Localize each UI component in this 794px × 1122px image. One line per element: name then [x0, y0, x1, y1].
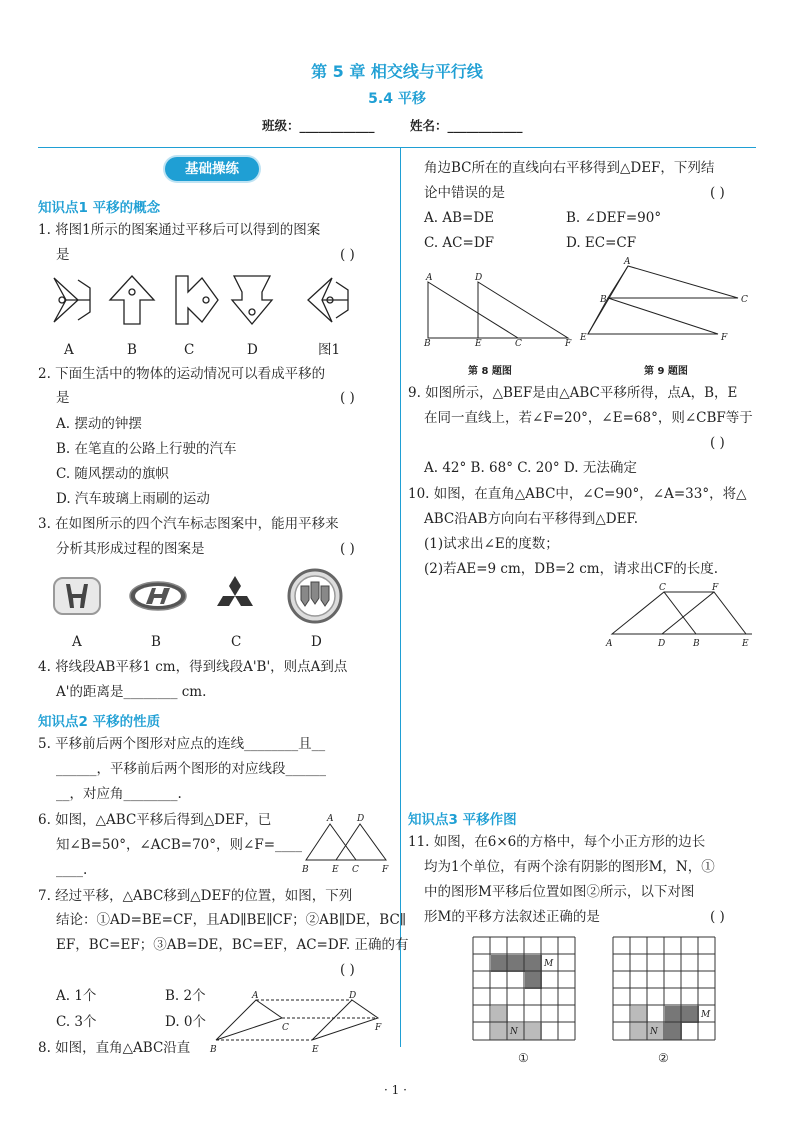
honda-logo-icon [52, 576, 102, 616]
q10-pt-d: D [658, 639, 666, 649]
q8-line1: 8. 如图，直角△ABC沿直 [38, 1040, 191, 1056]
section-title: 5.4 平移 [368, 91, 426, 107]
q8-right-triangle-figure [424, 272, 574, 348]
q9-options: A. 42° B. 68° C. 20° D. 无法确定 [424, 460, 637, 476]
q6-pt-b: B [302, 865, 309, 875]
class-field: 班级：____________ [262, 118, 375, 133]
q9-pt-f: F [721, 333, 728, 343]
q10-line2: ABC沿AB方向向右平移得到△DEF. [424, 511, 639, 527]
q9-line2: 在同一直线上，若∠F=20°，∠E=68°，则∠CBF等于 [424, 410, 753, 426]
q7-translation-figure [210, 990, 390, 1056]
q6-triangle-figure [300, 812, 394, 876]
q9-pt-b: B [600, 295, 607, 305]
q10-pt-a: A [606, 639, 613, 649]
q11-line3: 中的图形M平移后位置如图②所示，以下对图 [424, 884, 695, 900]
q8-line2: 角边BC所在的直线向右平移得到△DEF，下列结 [424, 160, 715, 176]
q1-line1: 1. 将图1所示的图案通过平移后可以得到的图案 [38, 222, 321, 238]
chapter-title: 第 5 章 相交线与平行线 [311, 62, 483, 81]
hyundai-logo-icon [128, 580, 188, 612]
q11-caption-2: ② [658, 1051, 669, 1065]
q7-line1: 7. 经过平移，△ABC移到△DEF的位置，如图，下列 [38, 888, 353, 904]
q10-triangle-figure [604, 582, 760, 654]
q9-triangle-figure [578, 258, 758, 348]
knowledge-point-3: 知识点3 平移作图 [408, 812, 517, 828]
q9-caption: 第 9 题图 [644, 366, 688, 377]
q2-answer-paren: ( ) [340, 390, 355, 406]
q11-g2-m: M [701, 1010, 711, 1020]
q5-line1: 5. 平移前后两个图形对应点的连线________且__ [38, 736, 326, 752]
q7-pt-f: F [375, 1023, 382, 1033]
q7-line3: EF，BC=EF；③AB=DE，BC=EF，AC=DF. 正确的有 [56, 937, 409, 953]
q5-line3: __，对应角________. [56, 786, 182, 802]
q1-answer-paren: ( ) [340, 247, 355, 263]
q6-pt-f: F [382, 865, 389, 875]
q10-pt-c: C [659, 583, 666, 593]
mitsubishi-logo-icon [212, 574, 258, 618]
q3-answer-paren: ( ) [340, 541, 355, 557]
q11-g1-m: M [544, 959, 554, 969]
q11-g1-n: N [510, 1027, 518, 1037]
q1-label-b: B [127, 342, 137, 358]
q9-answer-paren: ( ) [710, 435, 725, 451]
q11-caption-1: ① [518, 1051, 529, 1065]
q1-arrow-figures [40, 270, 370, 332]
q2-option-d: D. 汽车玻璃上雨刷的运动 [56, 491, 210, 507]
q2-option-c: C. 随风摆动的旗帜 [56, 466, 169, 482]
q8-pt-b: B [424, 339, 431, 349]
q9-pt-c: C [741, 295, 748, 305]
knowledge-point-2: 知识点2 平移的性质 [38, 714, 161, 730]
q7-pt-d: D [349, 991, 357, 1001]
q7-answer-paren: ( ) [340, 962, 355, 978]
q8-option-a: A. AB=DE [424, 210, 494, 226]
q2-line1: 2. 下面生活中的物体的运动情况可以看成平移的 [38, 366, 326, 382]
q7-pt-c: C [282, 1023, 289, 1033]
q10-pt-b: B [693, 639, 700, 649]
q11-line2: 均为1个单位，有两个涂有阴影的图形M，N，① [424, 859, 715, 875]
knowledge-point-1: 知识点1 平移的概念 [38, 200, 161, 216]
q11-line1: 11. 如图，在6×6的方格中，每个小正方形的边长 [408, 834, 706, 850]
q9-pt-e: E [580, 333, 587, 343]
page-number: · 1 · [384, 1083, 407, 1097]
q8-answer-paren: ( ) [710, 185, 725, 201]
q10-pt-e: E [742, 639, 749, 649]
q6-pt-e: E [332, 865, 339, 875]
q3-label-b: B [151, 634, 161, 650]
q1-label-d: D [247, 342, 258, 358]
q9-line1: 9. 如图所示，△BEF是由△ABC平移所得，点A，B，E [408, 385, 738, 401]
q6-pt-a: A [327, 814, 334, 824]
q10-line4: (2)若AE=9 cm，DB=2 cm，请求出CF的长度. [424, 561, 719, 577]
header-rule [38, 147, 756, 148]
q10-line1: 10. 如图，在直角△ABC中，∠C=90°，∠A=33°，将△ [408, 486, 747, 502]
q7-option-c: C. 3个 [56, 1014, 97, 1030]
q3-line1: 3. 在如图所示的四个汽车标志图案中，能用平移来 [38, 516, 339, 532]
q6-pt-c: C [352, 865, 359, 875]
q4-line1: 4. 将线段AB平移1 cm，得到线段A'B'，则点A到点 [38, 659, 348, 675]
q7-pt-e: E [312, 1045, 319, 1055]
q1-line2: 是 [56, 247, 70, 263]
q3-label-d: D [311, 634, 322, 650]
q8-pt-c: C [515, 339, 522, 349]
q6-line3: ____. [56, 862, 88, 878]
q8-pt-e: E [475, 339, 482, 349]
name-field: 姓名：____________ [410, 118, 523, 133]
q7-option-a: A. 1个 [56, 988, 97, 1004]
q7-option-d: D. 0个 [165, 1014, 207, 1030]
q8-caption: 第 8 题图 [468, 366, 512, 377]
q1-label-fig1: 图1 [318, 342, 341, 358]
q2-option-a: A. 摆动的钟摆 [56, 416, 142, 432]
q6-line1: 6. 如图，△ABC平移后得到△DEF，已 [38, 812, 272, 828]
q2-option-b: B. 在笔直的公路上行驶的汽车 [56, 441, 237, 457]
buick-logo-icon [285, 568, 345, 624]
q11-answer-paren: ( ) [710, 909, 725, 925]
q7-pt-a: A [252, 991, 259, 1001]
q9-pt-a: A [624, 257, 631, 267]
q8-pt-f: F [565, 339, 572, 349]
q1-label-c: C [184, 342, 195, 358]
q11-grid-2 [612, 936, 718, 1042]
q7-option-b: B. 2个 [165, 988, 206, 1004]
q5-line2: ______，平移前后两个图形的对应线段______ [56, 761, 326, 777]
q7-line2: 结论：①AD=BE=CF，且AD∥BE∥CF；②AB∥DE，BC∥ [56, 912, 407, 928]
q3-label-c: C [231, 634, 242, 650]
q2-line2: 是 [56, 390, 70, 406]
q8-pt-d: D [475, 273, 483, 283]
q4-line2: A'的距离是________ cm. [56, 684, 207, 700]
q8-option-b: B. ∠DEF=90° [566, 210, 662, 226]
q3-label-a: A [72, 634, 82, 650]
q10-pt-f: F [712, 583, 719, 593]
q6-pt-d: D [357, 814, 365, 824]
q6-line2: 知∠B=50°，∠ACB=70°，则∠F=____ [56, 837, 303, 853]
q8-option-d: D. EC=CF [566, 235, 637, 251]
q1-label-a: A [64, 342, 74, 358]
q8-option-c: C. AC=DF [424, 235, 495, 251]
q10-line3: (1)试求出∠E的度数； [424, 536, 559, 552]
q3-line2: 分析其形成过程的图案是 [56, 541, 205, 557]
q8-line3: 论中错误的是 [424, 185, 505, 201]
basic-practice-badge: 基础操练 [165, 157, 259, 181]
q11-line4: 形M的平移方法叙述正确的是 [424, 909, 600, 925]
q7-pt-b: B [210, 1045, 217, 1055]
q11-g2-n: N [650, 1027, 658, 1037]
q11-grid-1 [472, 936, 578, 1042]
q8-pt-a: A [426, 273, 433, 283]
